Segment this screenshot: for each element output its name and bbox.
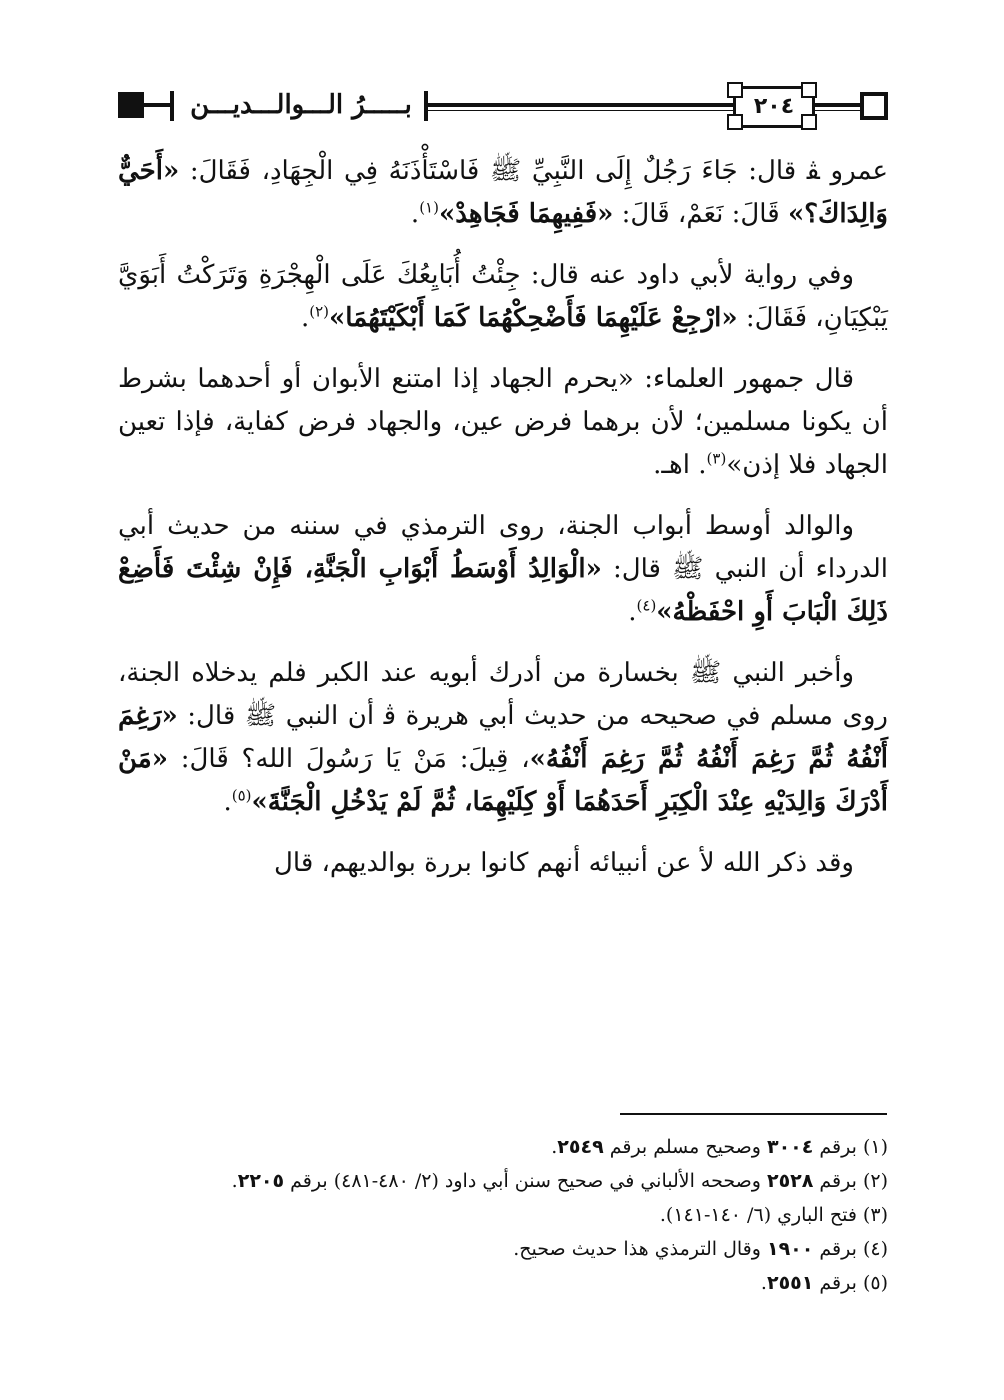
paragraph	[118, 358, 888, 487]
text-run: .	[300, 303, 310, 333]
text-run: .	[551, 1136, 558, 1158]
text-run: (٢) برقم	[813, 1170, 888, 1192]
header-filled-square-ornament	[118, 92, 144, 118]
header-rule-middle-thin	[428, 110, 733, 111]
bold-quote: ٢٥٥١	[766, 1272, 814, 1294]
frame-corner-ornament	[801, 114, 817, 130]
text-run: .	[231, 1170, 238, 1192]
frame-corner-ornament	[801, 82, 817, 98]
footnote-marker: (٥)	[231, 786, 252, 805]
text-run: عمرو ﭭ قال: جَاءَ رَجُلٌ إِلَى النَّبِيِّ ﷺ فَاسْتَأْذَنَهُ فِي الْجِهَادِ، فَقَالَ:	[179, 156, 888, 186]
text-run: وصحيح مسلم برقم	[603, 1136, 767, 1158]
bold-quote: ١٩٠٠	[766, 1238, 814, 1260]
bold-quote: ٢٥٢٨	[766, 1170, 814, 1192]
footnote-marker: (٣)	[706, 449, 727, 468]
bold-quote: ٢٥٤٩	[557, 1136, 604, 1158]
header-rule-right-thin	[812, 110, 864, 111]
header-bar-ornament	[424, 91, 428, 121]
text-run: ، قِيلَ: مَنْ يَا رَسُولَ الله؟ قَالَ:	[167, 744, 530, 774]
page-header	[118, 86, 888, 126]
text-run: (٥) برقم	[813, 1272, 888, 1294]
footnote	[118, 1232, 888, 1266]
bold-quote: «الْوَالِدُ أَوْسَطُ أَبْوَابِ الْجَنَّةِ، فَإِنْ شِئْتَ فَأَضِعْ ذَلِكَ الْبَابَ أَوِ احْفَظْهُ»	[118, 554, 888, 627]
footnote	[118, 1130, 888, 1164]
text-run: وقد ذكر الله ﻷ عن أنبيائه أنهم كانوا بررة بوالديهم، قال	[274, 848, 854, 878]
header-outline-square-ornament	[860, 92, 888, 120]
page-number: ٢٠٤	[753, 94, 795, 119]
footnote-marker: (١)	[419, 198, 439, 217]
footnote-separator	[620, 1113, 887, 1115]
footnote	[118, 1164, 888, 1198]
text-run: .	[410, 199, 420, 229]
header-rule-right	[812, 103, 864, 107]
text-run: وقال الترمذي هذا حديث صحيح.	[513, 1238, 767, 1260]
text-run: والوالد أوسط أبواب الجنة، روى الترمذي في سننه من حديث أبي الدرداء أن النبي ﷺ قال:	[118, 511, 888, 584]
footnote	[118, 1198, 888, 1232]
running-title: بـــــرُ الـــوالـــديـــن	[190, 90, 412, 120]
bold-quote: «رَغِمَ أَنْفُهُ ثُمَّ رَغِمَ أَنْفُهُ ثُمَّ رَغِمَ أَنْفُهُ»	[118, 701, 888, 774]
bold-quote: «مَنْ أَدْرَكَ وَالِدَيْهِ عِنْدَ الْكِبَرِ أَحَدَهُمَا أَوْ كِلَيْهِمَا، ثُمَّ لَمْ يَدْخُلِ الْجَنَّةَ»	[118, 744, 888, 817]
frame-corner-ornament	[727, 82, 743, 98]
text-run: (١) برقم	[813, 1136, 888, 1158]
footnote-marker: (٤)	[636, 596, 657, 615]
header-bar-ornament	[170, 91, 174, 121]
bold-quote: «ارْجِعْ عَلَيْهِمَا فَأَضْحِكْهُمَا كَمَا أَبْكَيْتَهُمَا»	[329, 303, 738, 333]
paragraph	[118, 842, 888, 885]
text-run: وفي رواية لأبي داود عنه قال: جِئْتُ أُبَايِعُكَ عَلَى الْهِجْرَةِ وَتَرَكْتُ أَبَوَيَّ يَبْكِيَانِ، فَقَالَ:	[118, 260, 888, 333]
bold-quote: ٣٠٠٤	[766, 1136, 814, 1158]
text-run: .	[628, 597, 637, 627]
text-run: وأخبر النبي ﷺ بخسارة من أدرك أبويه عند الكبر فلم يدخلاه الجنة، روى مسلم في صحيحه من حديث أبي هريرة ﭬ أن النبي ﷺ قال:	[118, 658, 888, 731]
text-run: (٤) برقم	[813, 1238, 888, 1260]
frame-corner-ornament	[727, 114, 743, 130]
text-run: (٣) فتح الباري (٦/ ١٤٠-١٤١).	[659, 1204, 888, 1226]
paragraph	[118, 652, 888, 824]
text-run: قال جمهور العلماء: «يحرم الجهاد إذا امتنع الأبوان أو أحدهما بشرط أن يكونا مسلمين؛ لأن برهما فرض عين، والجهاد فرض كفاية، فإذا تعين الجهاد فلا إذن»	[118, 364, 888, 480]
text-run: .	[223, 787, 232, 817]
main-text	[118, 150, 888, 903]
bold-quote: «أَحَيٌّ وَالِدَاكَ؟»	[118, 156, 888, 229]
paragraph	[118, 505, 888, 634]
paragraph	[118, 150, 888, 236]
header-rule-middle	[428, 103, 733, 107]
paragraph	[118, 254, 888, 340]
text-run: وصححه الألباني في صحيح سنن أبي داود (٢/ ٤٨٠-٤٨١) برقم	[284, 1170, 767, 1192]
text-run: .	[760, 1272, 767, 1294]
footnotes	[118, 1130, 888, 1300]
text-run: قَالَ: نَعَمْ، قَالَ:	[613, 199, 788, 229]
footnote-marker: (٢)	[309, 302, 330, 321]
bold-quote: «فَفِيهِمَا فَجَاهِدْ»	[438, 199, 614, 229]
text-run: . اهـ.	[653, 450, 707, 480]
bold-quote: ٢٢٠٥	[237, 1170, 285, 1192]
footnote	[118, 1266, 888, 1300]
